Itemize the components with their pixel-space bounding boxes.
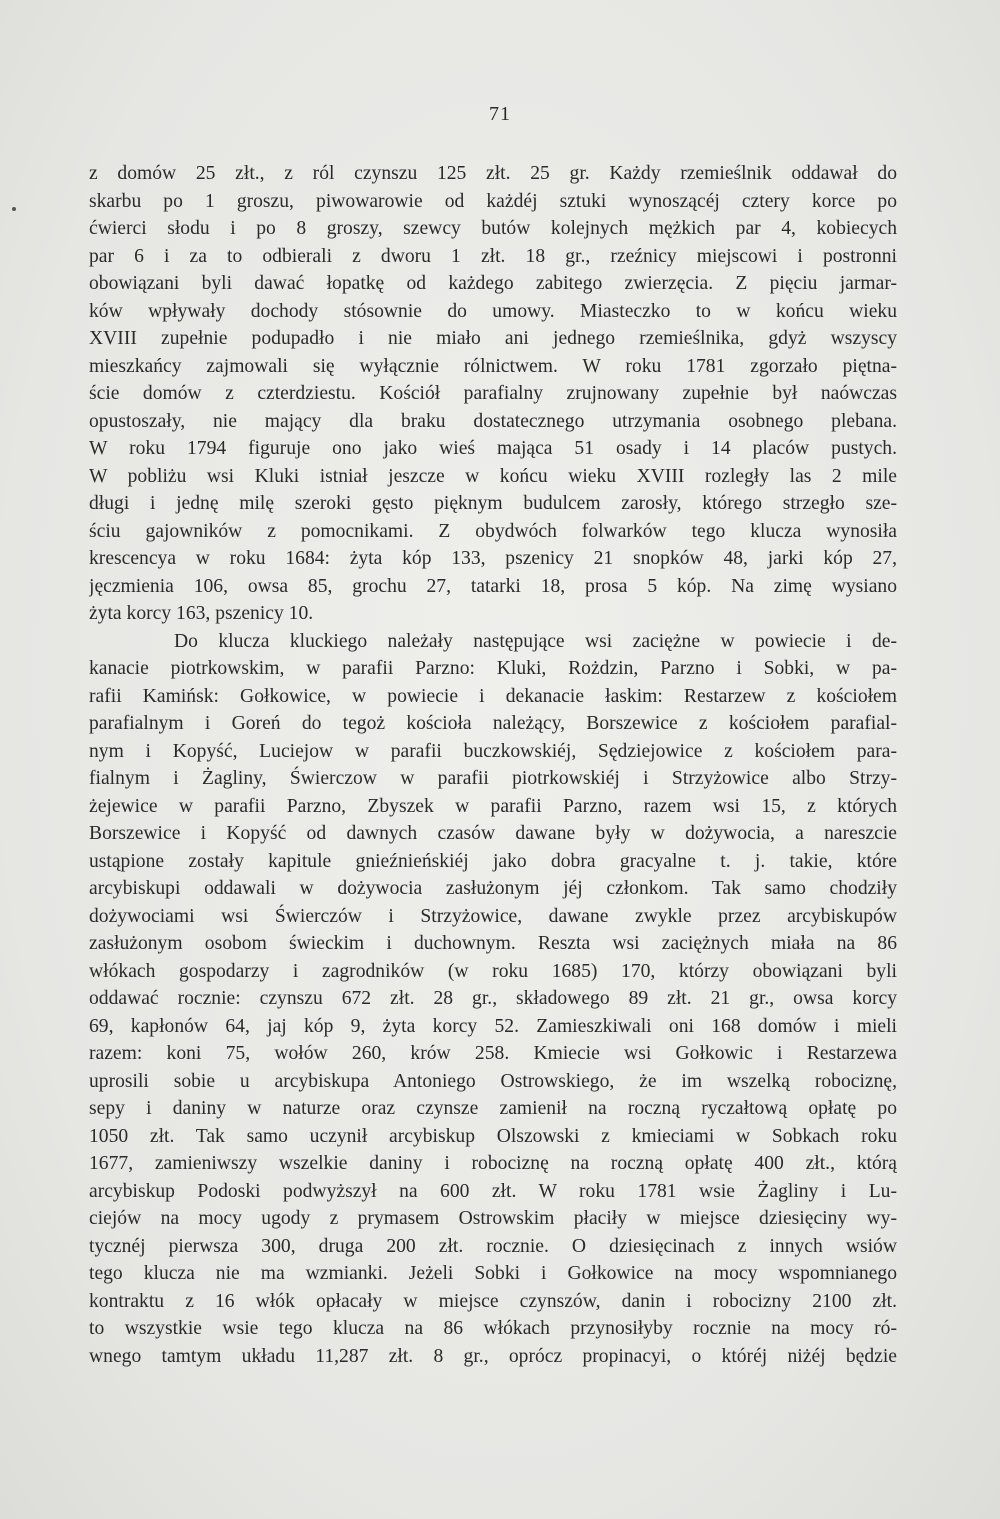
text-line: wnego tamtym układu 11,287 złt. 8 gr., oprócz propinacyi, o któréj niżéj będzie <box>89 1345 897 1367</box>
text-line: ćwierci słodu i po 8 groszy, szewcy butów kolejnych mężkich par 4, kobiecych <box>89 218 897 239</box>
text-line: arcybiskupi oddawali w dożywocia zasłużonym jéj członkom. Tak samo chodziły <box>89 878 897 899</box>
text-line: zasłużonym osobom świeckim i duchownym. Reszta wsi zaciężnych miała na 86 <box>89 933 897 954</box>
body-text <box>89 160 897 1370</box>
text-line: rafii Kamińsk: Gołkowice, w powiecie i dekanacie łaskim: Restarzew z kościołem <box>89 685 897 707</box>
text-line: to wszystkie wsie tego klucza na 86 włókach przynosiłyby rocznie na mocy ró- <box>89 1318 897 1339</box>
text-line: dożywociami wsi Świerczów i Strzyżowice, dawane zwykle przez arcybiskupów <box>89 905 897 927</box>
text-line: kanacie piotrkowskim, w parafii Parzno: Kluki, Rożdzin, Parzno i Sobki, w pa- <box>89 658 897 679</box>
text-line: tego klucza nie ma wzmianki. Jeżeli Sobki i Gołkowice na mocy wspomnianego <box>89 1263 897 1284</box>
text-line: krescencya w roku 1684: żyta kóp 133, pszenicy 21 snopków 48, jarki kóp 27, <box>89 548 897 569</box>
text-line: sepy i daniny w naturze oraz czynsze zamienił na roczną ryczałtową opłatę po <box>89 1098 897 1119</box>
text-line: żyta korcy 163, pszenicy 10. <box>89 603 314 624</box>
text-line: żejewice w parafii Parzno, Zbyszek w parafii Parzno, razem wsi 15, z których <box>89 795 897 817</box>
text-line: ściu gajowników z pomocnikami. Z obydwóch folwarków tego klucza wynosiła <box>89 520 897 542</box>
text-line: kontraktu z 16 włók opłacały w miejsce czynszów, danin i robocizny 2100 złt. <box>89 1290 897 1312</box>
text-line: opustoszały, nie mający dla braku dostatecznego utrzymania osobnego plebana. <box>89 410 897 432</box>
text-line: włókach gospodarzy i zagrodników (w roku 1685) 170, którzy obowiązani byli <box>89 960 897 982</box>
text-line: jęczmienia 106, owsa 85, grochu 27, tatarki 18, prosa 5 kóp. Na zimę wysiano <box>89 575 897 597</box>
text-line: uprosili sobie u arcybiskupa Antoniego Ostrowskiego, że im wszelką robociznę, <box>89 1070 897 1092</box>
text-line: arcybiskup Podoski podwyższył na 600 złt. W roku 1781 wsie Żagliny i Lu- <box>89 1180 897 1202</box>
text-line: Borszewice i Kopyść od dawnych czasów dawane były w dożywocia, a nareszcie <box>89 823 897 844</box>
text-line: długi i jednę milę szeroki gęsto pięknym budulcem zarosły, którego strzegło sze- <box>89 493 897 514</box>
text-line: ciejów na mocy ugody z prymasem Ostrowskim płaciły w miejsce dziesięciny wy- <box>89 1208 897 1229</box>
text-line: fialnym i Żagliny, Świerczow w parafii piotrkowskiéj i Strzyżowice albo Strzy- <box>89 768 897 789</box>
text-line: 69, kapłonów 64, jaj kóp 9, żyta korcy 52. Zamieszkiwali oni 168 domów i mieli <box>89 1015 897 1037</box>
text-line: obowiązani byli dawać łopatkę od każdego zabitego zwierzęcia. Z pięciu jarmar- <box>89 273 897 294</box>
text-line: Do klucza kluckiego należały następujące wsi zaciężne w powiecie i de- <box>174 630 897 652</box>
text-line: parafialnym i Goreń do tegoż kościoła należący, Borszewice z kościołem parafial- <box>89 713 897 734</box>
text-line: nym i Kopyść, Luciejow w parafii buczkowskiéj, Sędziejowice z kościołem para- <box>89 740 897 762</box>
text-line: W roku 1794 figuruje ono jako wieś mająca 51 osady i 14 placów pustych. <box>89 438 897 459</box>
text-line: ków wpływały dochody stósownie do umowy. Miasteczko to w końcu wieku <box>89 300 897 322</box>
text-line: ustąpione zostały kapitule gnieźnieńskiéj jako dobra gracyalne t. j. takie, które <box>89 850 897 872</box>
text-line: razem: koni 75, wołów 260, krów 258. Kmiecie wsi Gołkowic i Restarzewa <box>89 1043 897 1064</box>
text-line: tycznéj pierwsza 300, druga 200 złt. rocznie. O dziesięcinach z innych wsiów <box>89 1235 897 1257</box>
text-line: 1050 złt. Tak samo uczynił arcybiskup Olszowski z kmieciami w Sobkach roku <box>89 1125 897 1147</box>
ink-speck <box>12 207 16 211</box>
page-number: 71 <box>489 103 511 125</box>
text-line: par 6 i za to odbierali z dworu 1 złt. 18 gr., rzeźnicy miejscowi i postronni <box>89 245 897 267</box>
text-line: ście domów z czterdziestu. Kościół parafialny zrujnowany zupełnie był naówczas <box>89 383 897 404</box>
text-line: XVIII zupełnie podupadło i nie miało ani jednego rzemieślnika, gdyż wszyscy <box>89 328 897 349</box>
text-line: 1677, zamieniwszy wszelkie daniny i robociznę na roczną opłatę 400 złt., którą <box>89 1153 897 1174</box>
text-line: z domów 25 złt., z ról czynszu 125 złt. 25 gr. Każdy rzemieślnik oddawał do <box>89 163 897 184</box>
text-line: skarbu po 1 groszu, piwowarowie od każdéj sztuki wynoszącéj cztery korce po <box>89 190 897 212</box>
text-line: oddawać rocznie: czynszu 672 złt. 28 gr., składowego 89 złt. 21 gr., owsa korcy <box>89 988 897 1009</box>
text-line: W pobliżu wsi Kluki istniał jeszcze w końcu wieku XVIII rozległy las 2 mile <box>89 465 897 487</box>
text-line: mieszkańcy zajmowali się wyłącznie rólnictwem. W roku 1781 zgorzało piętna- <box>89 355 897 377</box>
